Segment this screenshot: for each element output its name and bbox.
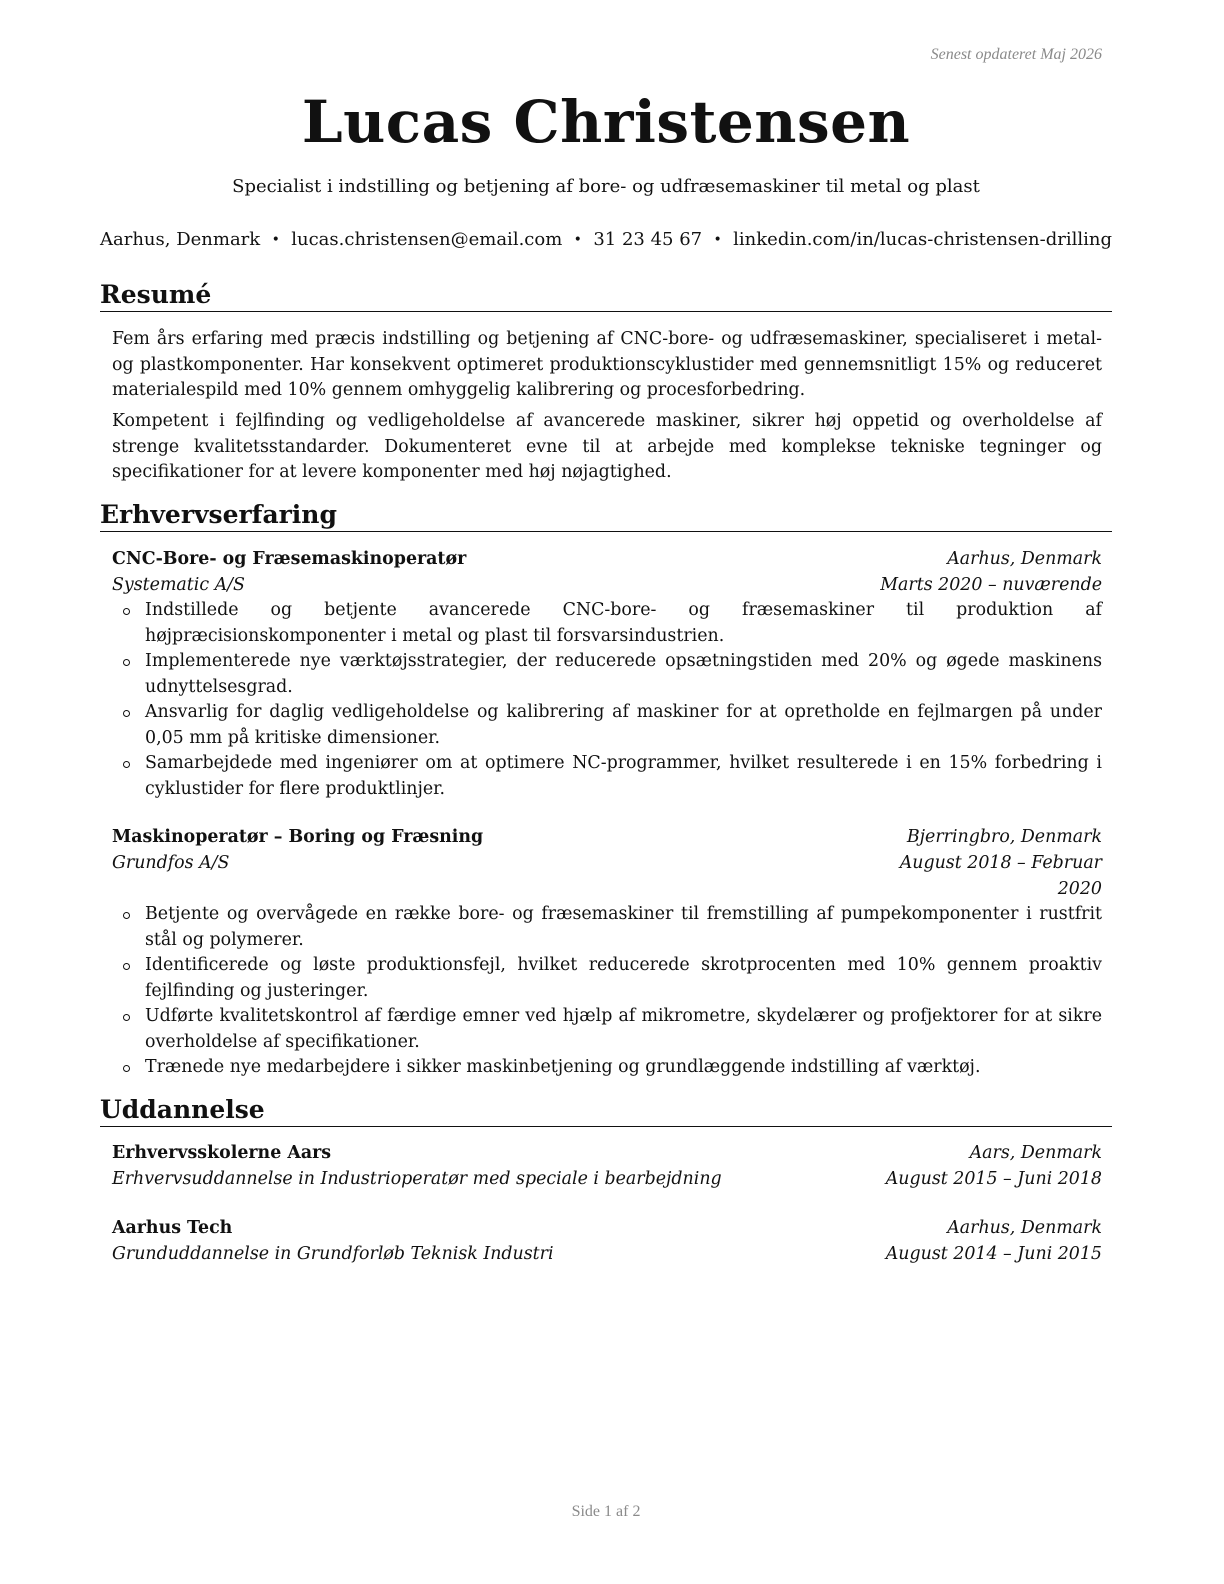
- job-dates: August 2018 – Februar 2020: [899, 853, 1102, 899]
- job-bullet-list: [112, 902, 1102, 1081]
- bullet-text: Identificerede og løste produktionsfejl, hvilket reducerede skrotprocenten med 10% gennem proaktiv fejlfinding og justeringer.: [145, 955, 1102, 1001]
- bullet-text: Indstillede og betjente avancerede CNC-bore- og fræsemaskiner til produktion af højpræcisionskomponenter i metal og plast til forsvarsindustrien.: [145, 600, 1102, 646]
- list-item: [112, 902, 1102, 953]
- school-degree: Erhvervsuddannelse in Industrioperatør med speciale i bearbejdning: [112, 1169, 722, 1189]
- bullet-circle-icon: [123, 608, 130, 615]
- bullet-text: Ansvarlig for daglig vedligeholdelse og kalibrering af maskiner for at opretholde en fejlmargen på under 0,05 mm på kritiske dimensioner.: [145, 702, 1102, 748]
- list-item: [112, 1004, 1102, 1055]
- contact-phone: 31 23 45 67: [593, 229, 703, 250]
- school-name: Aarhus Tech: [112, 1218, 233, 1238]
- education-header: [112, 1216, 1102, 1242]
- list-item: [112, 598, 1102, 649]
- bullet-text: Implementerede nye værktøjsstrategier, der reducerede opsætningstiden med 20% og øgede maskinens udnyttelsesgrad.: [145, 651, 1102, 697]
- education-header: [112, 1141, 1102, 1167]
- bullet-text: Betjente og overvågede en række bore- og fræsemaskiner til fremstilling af pumpekomponenter i rustfrit stål og polymerer.: [145, 904, 1102, 950]
- bullet-circle-icon: [123, 761, 130, 768]
- list-item: [112, 700, 1102, 751]
- summary-paragraph: Kompetent i fejlfinding og vedligeholdelse af avancerede maskiner, sikrer høj oppetid og overholdelse af strenge kvalitetsstandarder. Dokumenteret evne til at arbejde med komplekse tekniske tegninger og specifikationer for at levere komponenter med høj nøjagtighed.: [112, 411, 1102, 482]
- bullet-circle-icon: [123, 710, 130, 717]
- education-subheader: [112, 1242, 1102, 1268]
- contact-location: Aarhus, Denmark: [100, 229, 261, 250]
- job-company: Systematic A/S: [112, 575, 245, 595]
- job-role: CNC-Bore- og Fræsemaskinoperatør: [112, 549, 467, 569]
- bullet-text: Trænede nye medarbejdere i sikker maskinbetjening og grundlæggende indstilling af værktøj.: [145, 1057, 981, 1077]
- job-location: Bjerringbro, Denmark: [906, 827, 1102, 847]
- candidate-name: Lucas Christensen: [301, 88, 911, 156]
- job-subheader: [112, 573, 1102, 599]
- contact-line: [100, 229, 1112, 250]
- contact-email[interactable]: lucas.christensen@email.com: [291, 229, 563, 250]
- separator-dot: •: [713, 231, 722, 248]
- separator-dot: •: [573, 231, 582, 248]
- job-dates: Marts 2020 – nuværende: [880, 575, 1102, 595]
- list-item: [112, 751, 1102, 802]
- section-title-summary: Resumé: [100, 280, 1112, 312]
- job-bullet-list: [112, 598, 1102, 802]
- bullet-text: Samarbejdede med ingeniører om at optimere NC-programmer, hvilket resulterede i en 15% forbedring i cyklustider for flere produktlinjer.: [145, 753, 1102, 799]
- list-item: [112, 1055, 1102, 1081]
- bullet-circle-icon: [123, 659, 130, 666]
- section-title-experience: Erhvervserfaring: [100, 500, 1112, 532]
- school-degree: Grunduddannelse in Grundforløb Teknisk Industri: [112, 1244, 554, 1264]
- job-location: Aarhus, Denmark: [947, 549, 1102, 569]
- summary-paragraph: Fem års erfaring med præcis indstilling og betjening af CNC-bore- og udfræsemaskiner, specialiseret i metal- og plastkomponenter. Har konsekvent optimeret produktionscyklustider med gennemsnitligt 15% og reduceret materialespild med 10% gennem omhyggelig kalibrering og procesforbedring.: [112, 329, 1102, 400]
- separator-dot: •: [271, 231, 280, 248]
- bullet-circle-icon: [123, 912, 130, 919]
- school-location: Aarhus, Denmark: [947, 1218, 1102, 1238]
- bullet-circle-icon: [123, 1014, 130, 1021]
- job-header: [112, 825, 1102, 851]
- education-subheader: [112, 1167, 1102, 1193]
- last-updated-note: Senest opdateret Maj 2026: [930, 46, 1102, 63]
- job-subheader: [112, 851, 1102, 902]
- job-header: [112, 547, 1102, 573]
- list-item: [112, 649, 1102, 700]
- bullet-circle-icon: [123, 963, 130, 970]
- list-item: [112, 953, 1102, 1004]
- school-dates: August 2015 – Juni 2018: [885, 1169, 1102, 1189]
- bullet-circle-icon: [123, 1065, 130, 1072]
- page-number: Side 1 af 2: [571, 1503, 641, 1520]
- job-company: Grundfos A/S: [112, 853, 230, 873]
- candidate-tagline: Specialist i indstilling og betjening af bore- og udfræsemaskiner til metal og plast: [232, 176, 980, 197]
- contact-linkedin[interactable]: linkedin.com/in/lucas-christensen-drilling: [733, 229, 1112, 250]
- school-location: Aars, Denmark: [969, 1143, 1102, 1163]
- section-title-education: Uddannelse: [100, 1095, 1112, 1127]
- bullet-text: Udførte kvalitetskontrol af færdige emner ved hjælp af mikrometre, skydelærer og profjektorer for at sikre overholdelse af specifikationer.: [145, 1006, 1102, 1052]
- school-dates: August 2014 – Juni 2015: [885, 1244, 1102, 1264]
- job-role: Maskinoperatør – Boring og Fræsning: [112, 827, 484, 847]
- school-name: Erhvervsskolerne Aars: [112, 1143, 332, 1163]
